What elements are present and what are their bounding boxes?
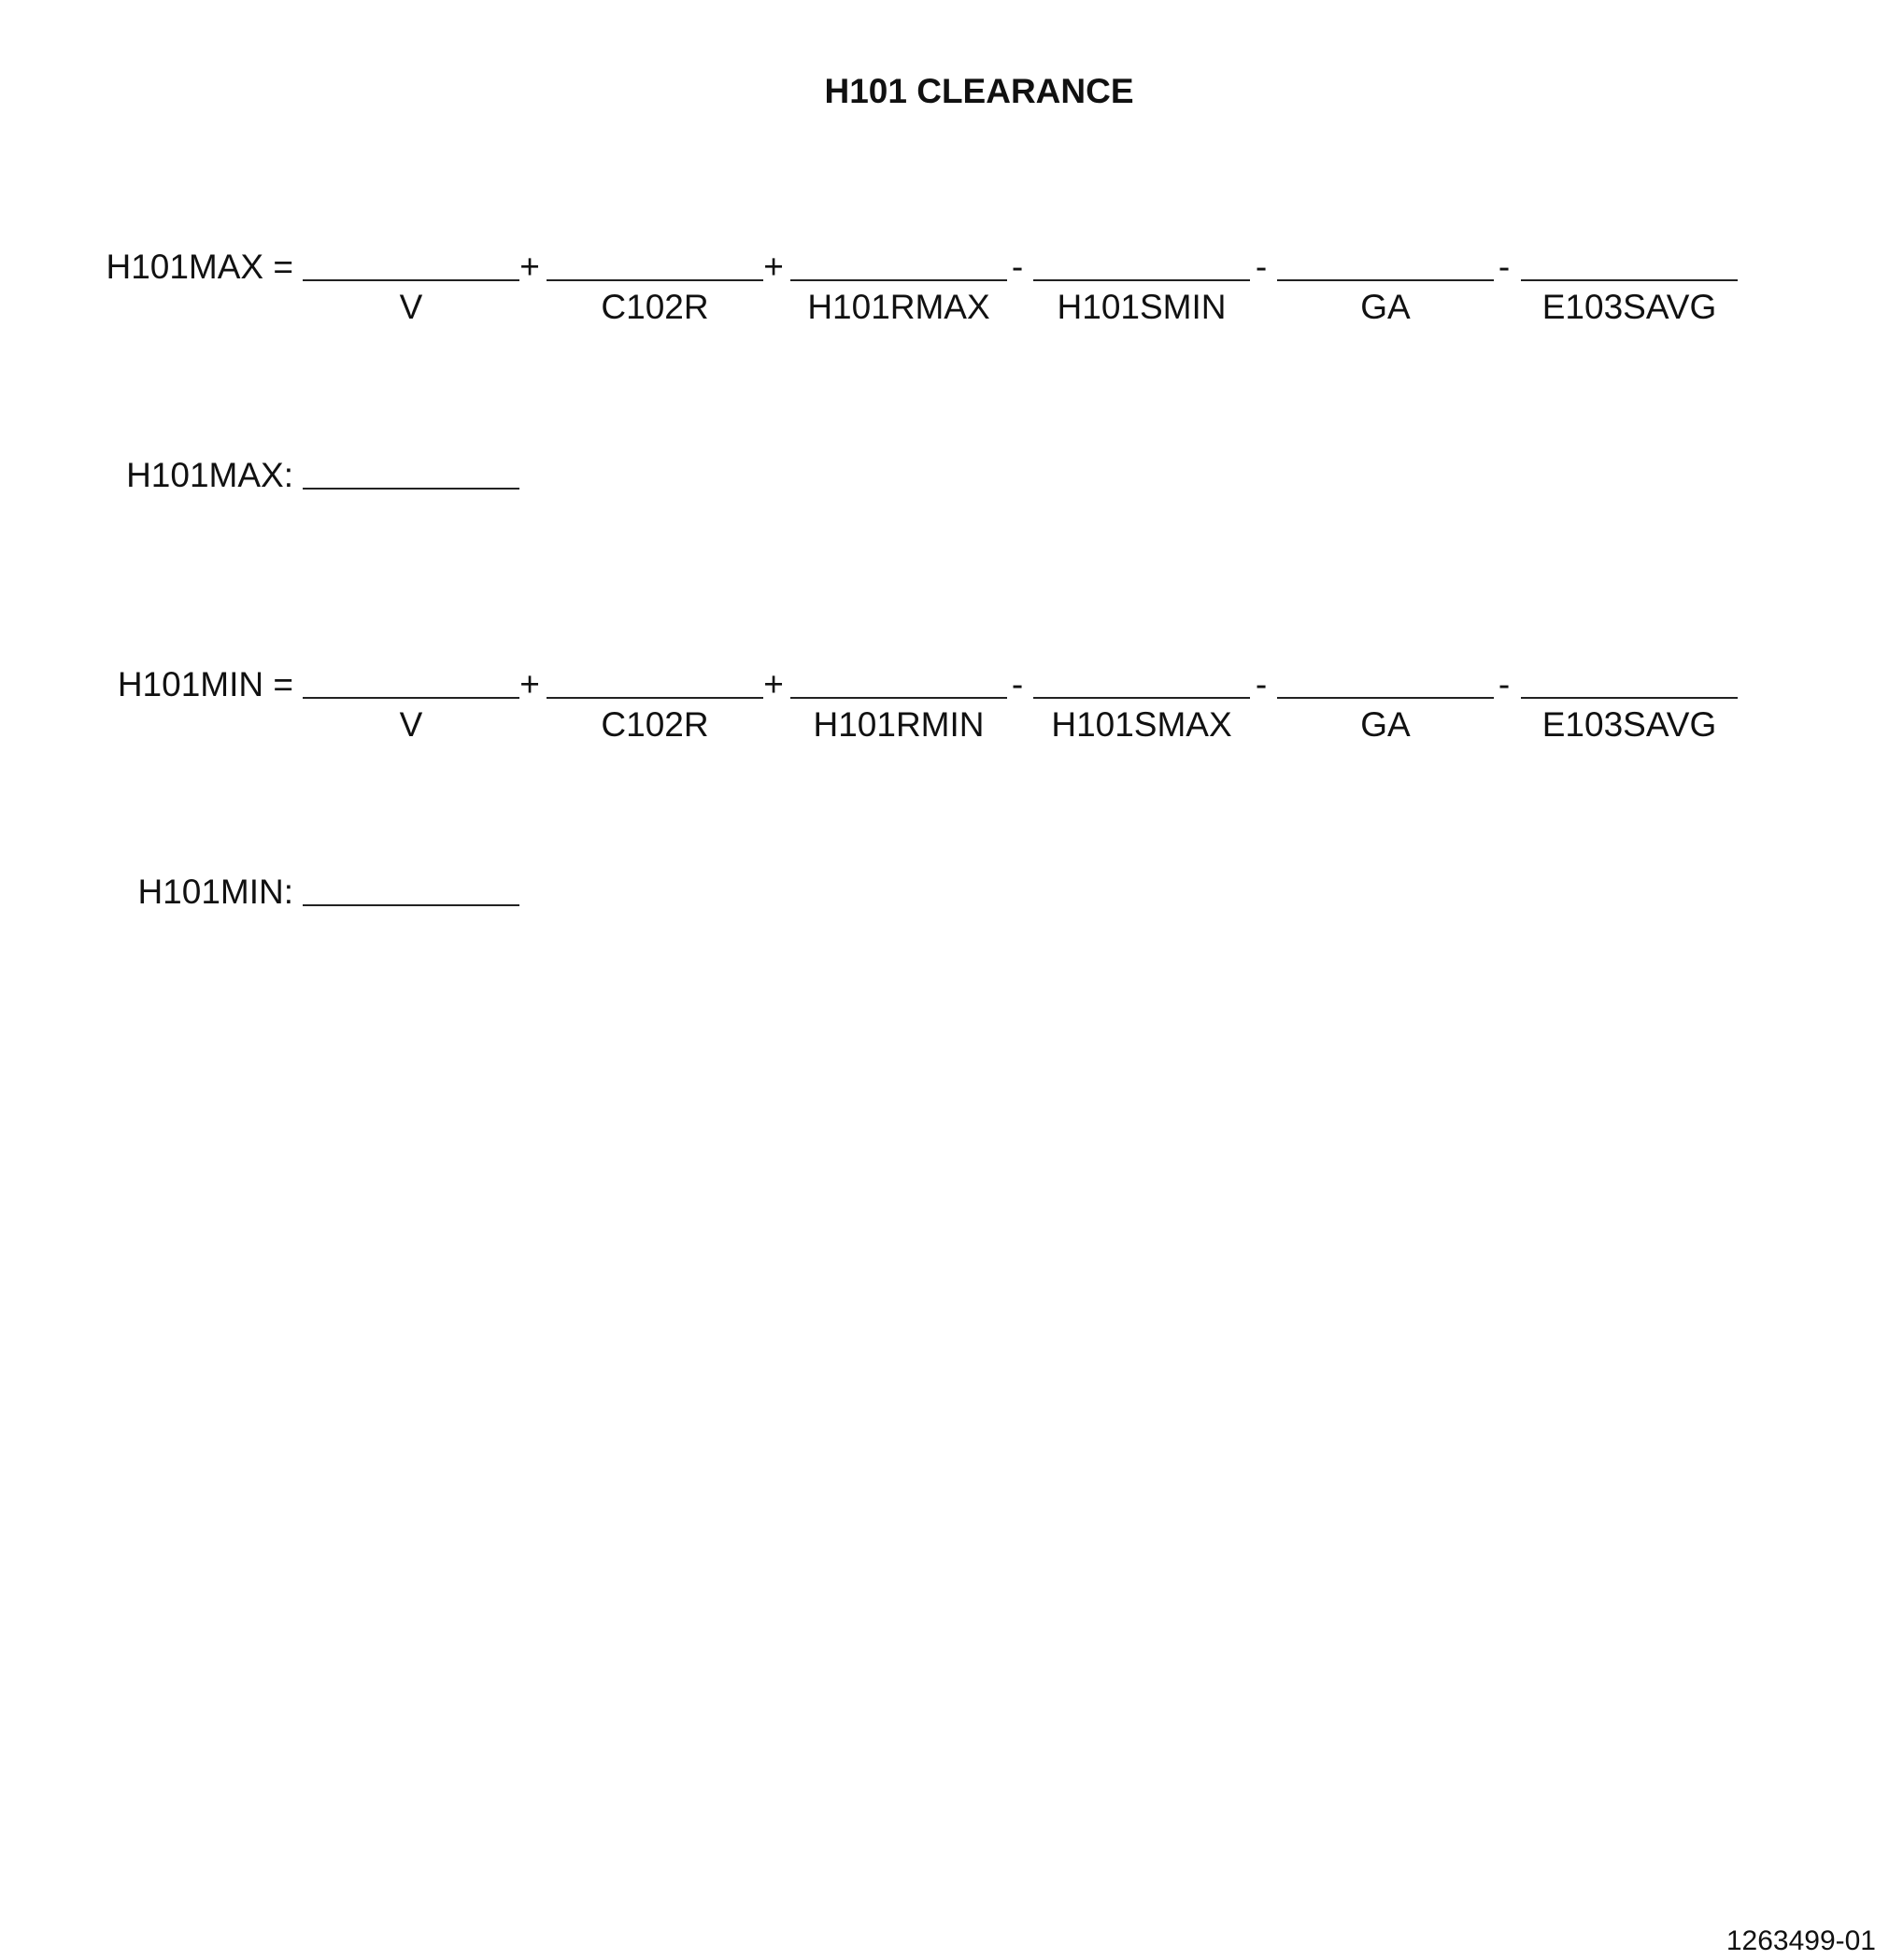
equation-max-op-2: + — [763, 248, 784, 286]
result-max-blank[interactable] — [303, 488, 519, 490]
equation-min-op-2: + — [763, 665, 784, 703]
equation-max-op-5: - — [1498, 248, 1511, 286]
equation-max-lhs: H101MAX = — [106, 248, 293, 286]
equation-min-blank-c102r[interactable] — [547, 697, 763, 699]
equation-max-blank-h101rmax[interactable] — [790, 279, 1007, 281]
equation-min-op-1: + — [519, 665, 540, 703]
equation-min-op-4: - — [1255, 665, 1268, 703]
equation-min-term-c102r: C102R — [601, 705, 709, 744]
equation-min-blank-ga[interactable] — [1277, 697, 1494, 699]
equation-min-blank-h101smax[interactable] — [1033, 697, 1250, 699]
equation-min-op-3: - — [1011, 665, 1024, 703]
equation-min-blank-v[interactable] — [303, 697, 519, 699]
result-min-blank[interactable] — [303, 904, 519, 906]
equation-max-op-4: - — [1255, 248, 1268, 286]
equation-min-term-e103savg: E103SAVG — [1541, 705, 1717, 744]
equation-max-op-1: + — [519, 248, 540, 286]
equation-min-term-h101rmin: H101RMIN — [813, 705, 985, 744]
equation-max-blank-c102r[interactable] — [547, 279, 763, 281]
equation-max-blank-h101smin[interactable] — [1033, 279, 1250, 281]
equation-max-term-v: V — [399, 288, 423, 326]
equation-max-term-h101smin: H101SMIN — [1057, 288, 1227, 326]
equation-max-term-ga: GA — [1360, 288, 1411, 326]
equation-max-op-3: - — [1011, 248, 1024, 286]
result-max-label: H101MAX: — [126, 456, 293, 494]
equation-min-term-v: V — [399, 705, 423, 744]
page-title: H101 CLEARANCE — [824, 72, 1134, 110]
result-min-label: H101MIN: — [137, 873, 293, 911]
document-number: 1263499-01 — [1726, 1925, 1876, 1956]
equation-min-blank-e103savg[interactable] — [1521, 697, 1738, 699]
equation-max-term-e103savg: E103SAVG — [1541, 288, 1717, 326]
equation-max-term-h101rmax: H101RMAX — [807, 288, 990, 326]
equation-max-blank-v[interactable] — [303, 279, 519, 281]
equation-max-blank-ga[interactable] — [1277, 279, 1494, 281]
equation-min-blank-h101rmin[interactable] — [790, 697, 1007, 699]
equation-min-term-ga: GA — [1360, 705, 1411, 744]
equation-min-op-5: - — [1498, 665, 1511, 703]
equation-min-term-h101smax: H101SMAX — [1051, 705, 1232, 744]
equation-min-lhs: H101MIN = — [117, 665, 293, 703]
equation-max-blank-e103savg[interactable] — [1521, 279, 1738, 281]
equation-max-term-c102r: C102R — [601, 288, 709, 326]
